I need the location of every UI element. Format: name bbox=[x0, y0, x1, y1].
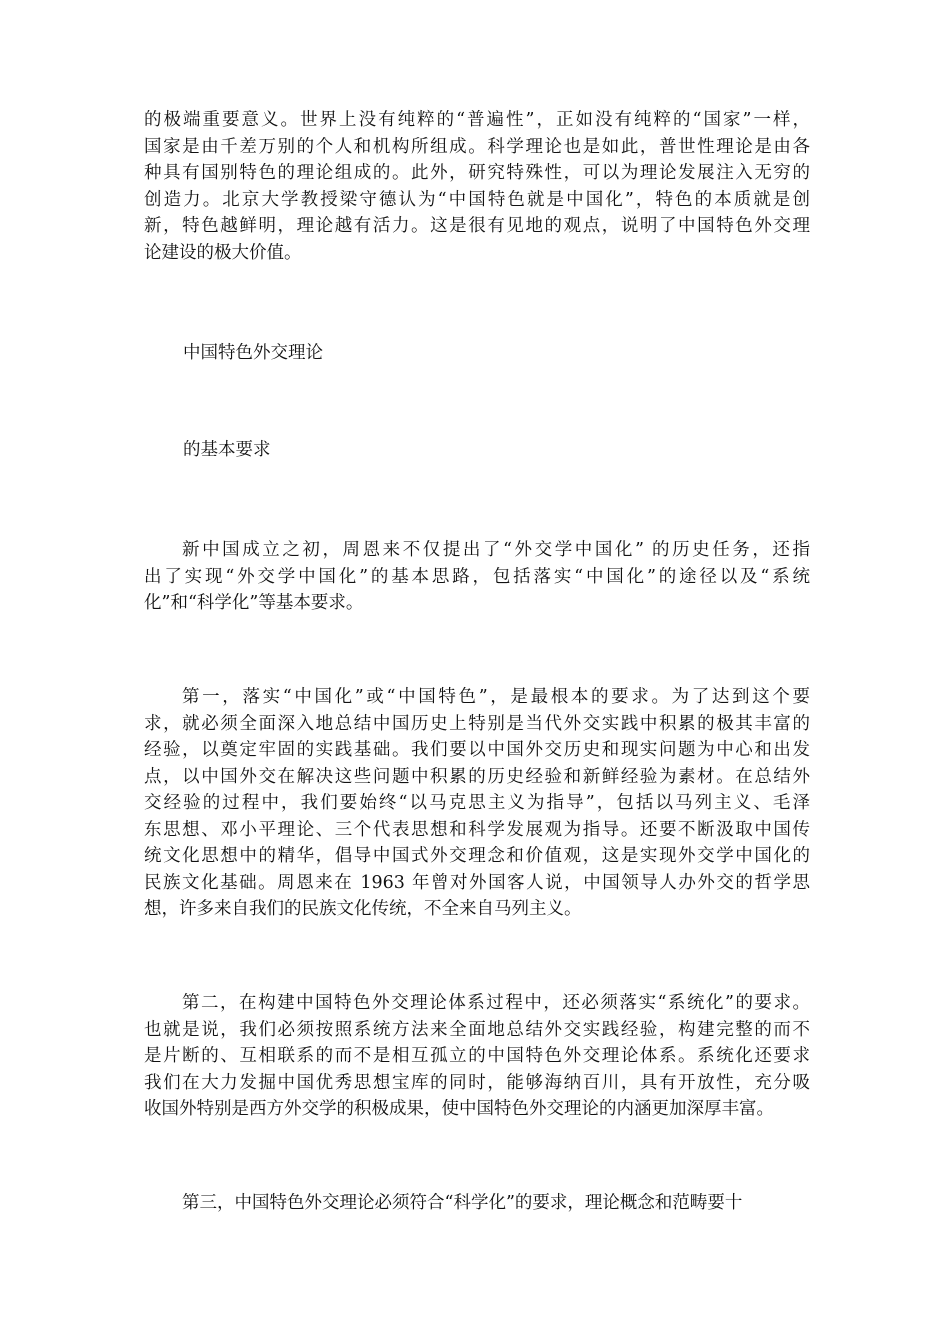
text-line: 交经验的过程中，我们要始终“以马克思主义为指导”，包括以马列主义、毛泽 bbox=[144, 793, 810, 813]
section-heading-line-2: 的基本要求 bbox=[183, 440, 271, 460]
text-line: 新，特色越鲜明，理论越有活力。这是很有见地的观点，说明了中国特色外交理 bbox=[144, 216, 810, 236]
paragraph-zhou-enlai bbox=[144, 537, 810, 617]
text-line: 收国外特别是西方外交学的积极成果，使中国特色外交理论的内涵更加深厚丰富。 bbox=[144, 1099, 774, 1119]
text-line: 出了实现“外交学中国化”的基本思路，包括落实“中国化”的途径以及“系统 bbox=[144, 566, 810, 587]
text-line: 东思想、邓小平理论、三个代表思想和科学发展观为指导。还要不断汲取中国传 bbox=[144, 819, 810, 840]
paragraph-intro bbox=[144, 107, 810, 266]
text-line: 种具有国别特色的理论组成的。此外，研究特殊性，可以为理论发展注入无穷的 bbox=[144, 163, 810, 183]
text-line: 新中国成立之初，周恩来不仅提出了“外交学中国化” 的历史任务，还指 bbox=[182, 540, 810, 560]
text-line: 第三，中国特色外交理论必须符合“科学化”的要求，理论概念和范畴要十 bbox=[182, 1193, 743, 1213]
text-line: 第一，落实“中国化”或“中国特色”，是最根本的要求。为了达到这个要 bbox=[182, 687, 810, 707]
text-line: 是片断的、互相联系的而不是相互孤立的中国特色外交理论体系。系统化还要求 bbox=[144, 1046, 810, 1066]
text-line: 国家是由千差万别的个人和机构所组成。科学理论也是如此，普世性理论是由各 bbox=[144, 136, 810, 157]
text-line: 创造力。北京大学教授梁守德认为“中国特色就是中国化”，特色的本质就是创 bbox=[144, 189, 810, 210]
text-line: 第二，在构建中国特色外交理论体系过程中，还必须落实“系统化”的要求。 bbox=[182, 993, 810, 1013]
paragraph-second-requirement bbox=[144, 990, 810, 1123]
section-heading-line-1: 中国特色外交理论 bbox=[183, 343, 323, 363]
text-line: 化”和“科学化”等基本要求。 bbox=[144, 593, 364, 613]
paragraph-third-requirement bbox=[144, 1190, 810, 1217]
text-line: 民族文化基础。周恩来在 1963 年曾对外国客人说，中国领导人办外交的哲学思 bbox=[144, 872, 810, 893]
text-line: 经验，以奠定牢固的实践基础。我们要以中国外交历史和现实问题为中心和出发 bbox=[144, 740, 810, 760]
text-line: 论建设的极大价值。 bbox=[144, 242, 302, 263]
text-line: 也就是说，我们必须按照系统方法来全面地总结外交实践经验，构建完整的而不 bbox=[144, 1019, 810, 1040]
text-line: 想，许多来自我们的民族文化传统，不全来自马列主义。 bbox=[144, 899, 582, 919]
text-line: 的极端重要意义。世界上没有纯粹的“普遍性”，正如没有纯粹的“国家”一样， bbox=[144, 110, 810, 130]
text-line: 我们在大力发掘中国优秀思想宝库的同时，能够海纳百川，具有开放性，充分吸 bbox=[144, 1072, 810, 1093]
text-line: 点，以中国外交在解决这些问题中积累的历史经验和新鲜经验为素材。在总结外 bbox=[144, 766, 810, 787]
text-line: 求，就必须全面深入地总结中国历史上特别是当代外交实践中积累的极其丰富的 bbox=[144, 713, 810, 734]
text-line: 统文化思想中的精华，倡导中国式外交理念和价值观，这是实现外交学中国化的 bbox=[144, 846, 810, 866]
paragraph-first-requirement bbox=[144, 684, 810, 923]
